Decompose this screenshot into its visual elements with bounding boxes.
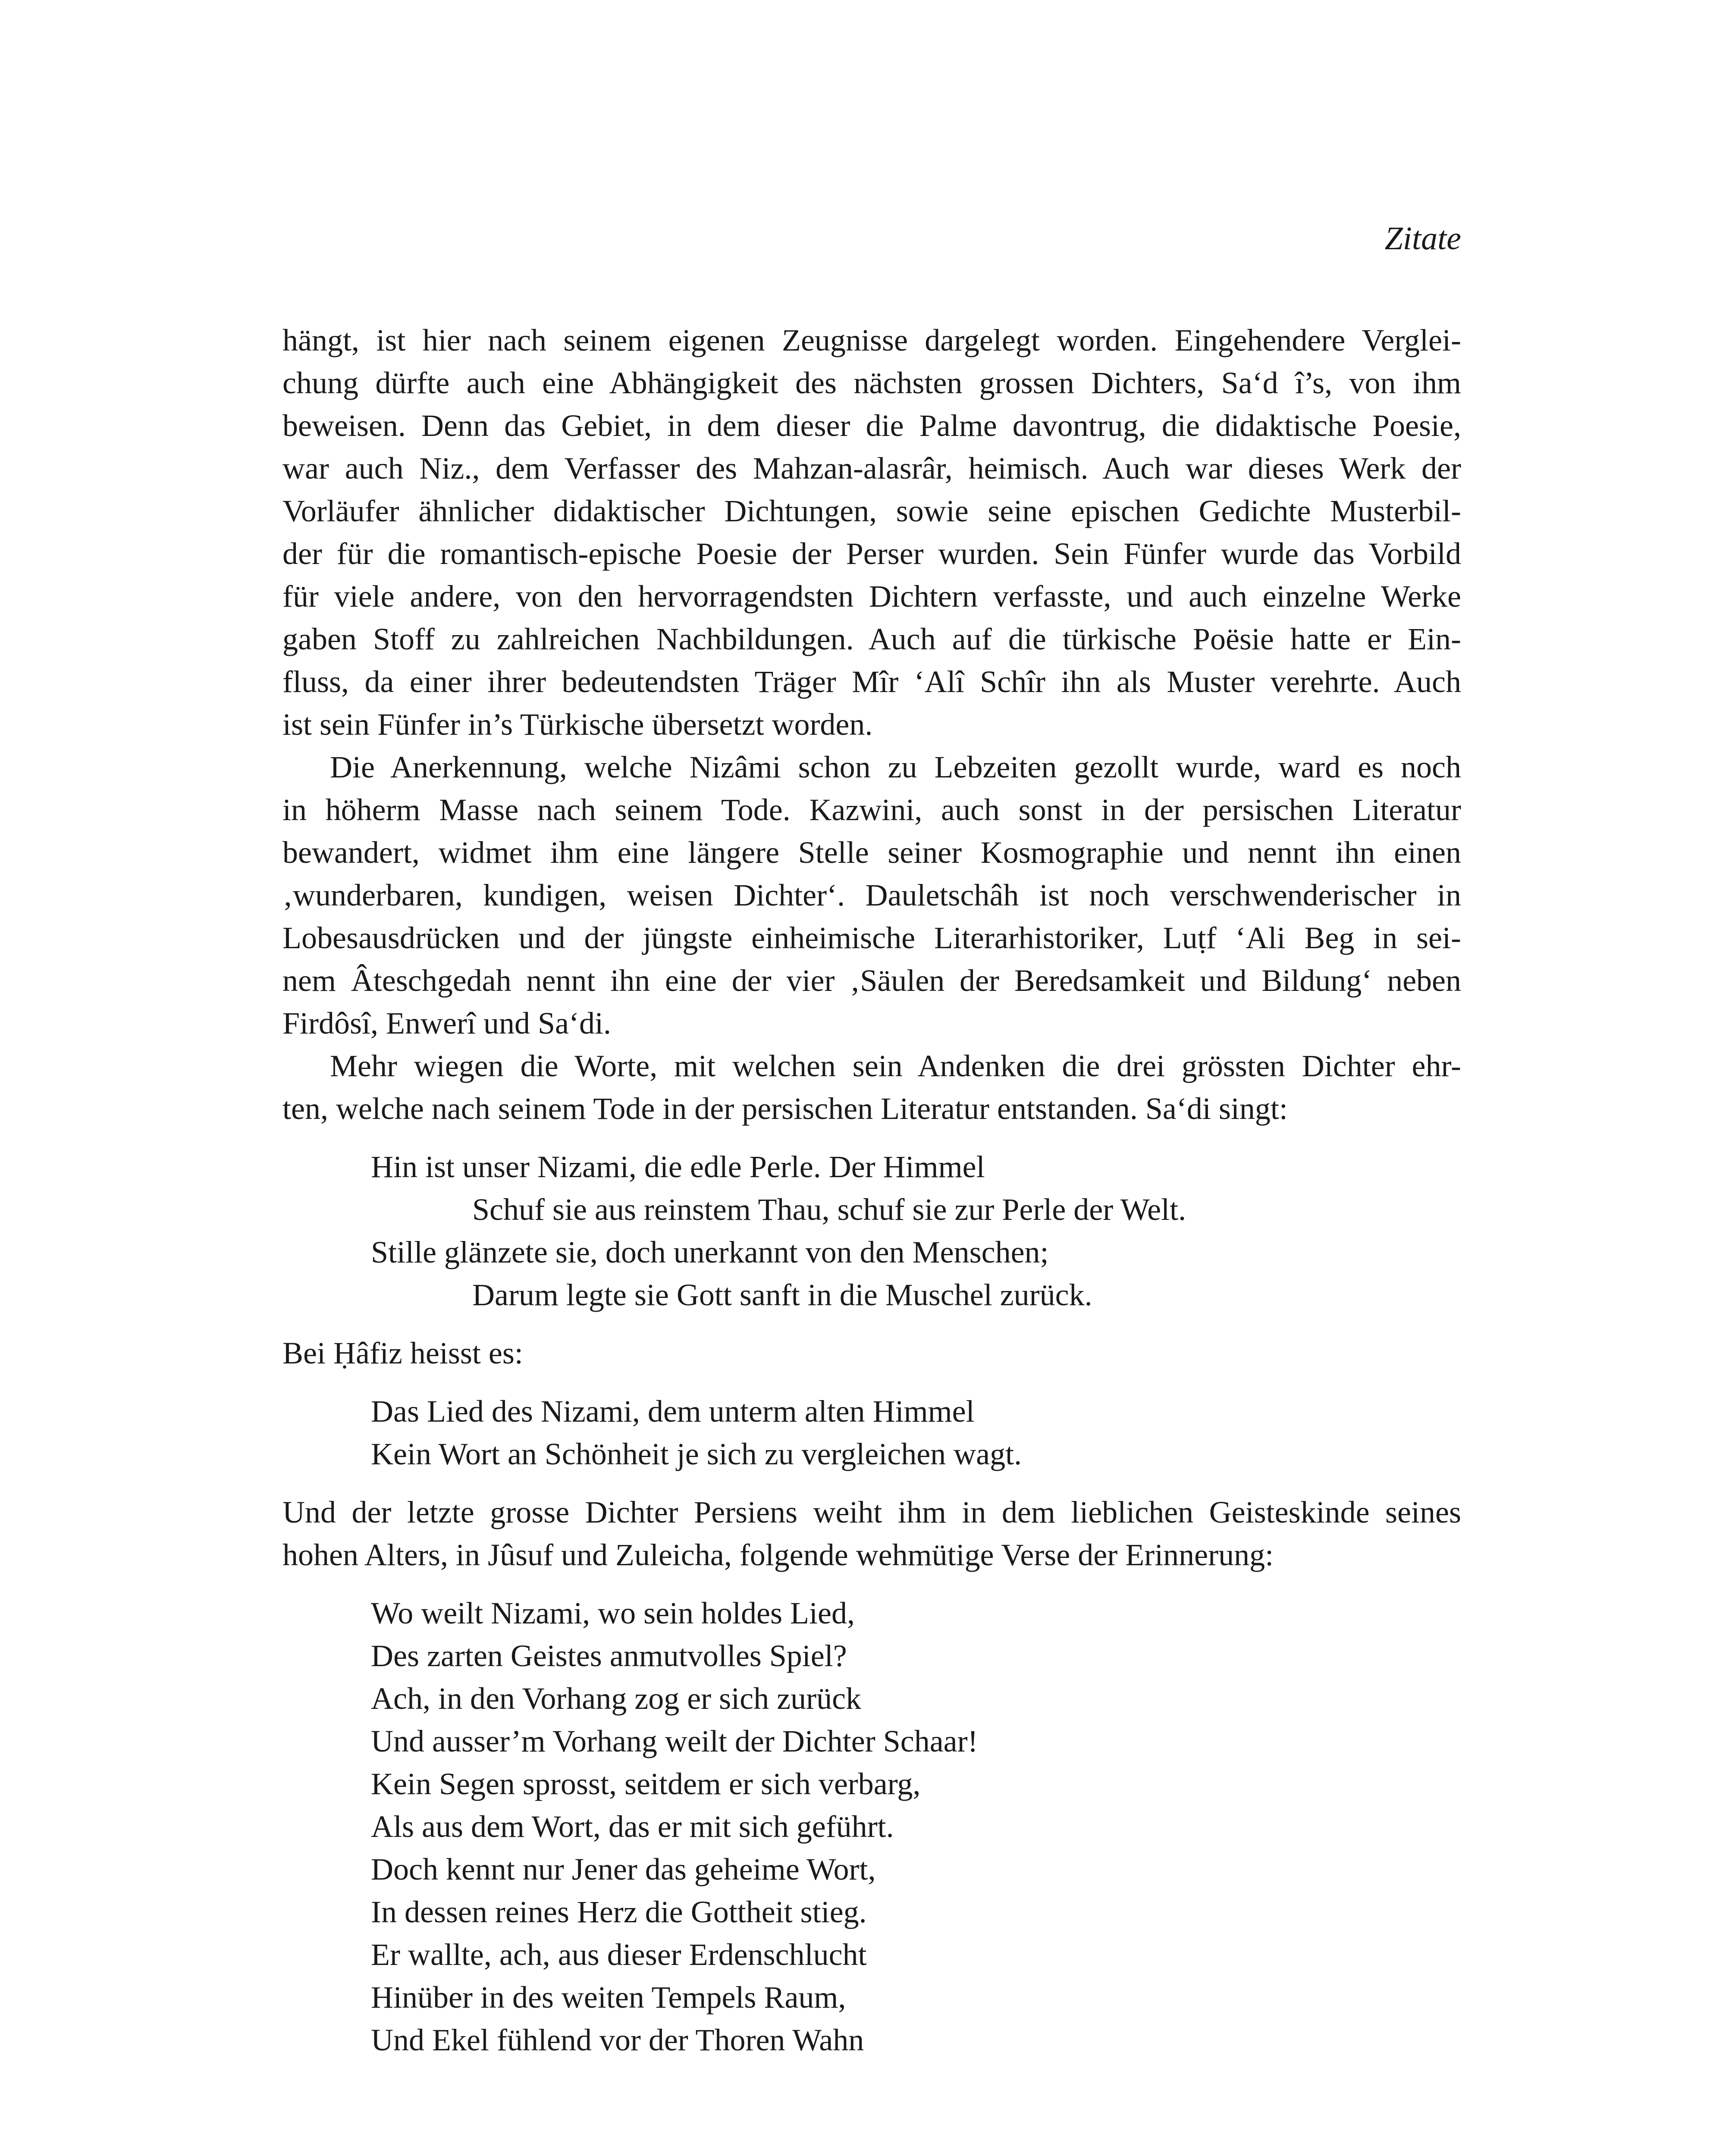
text-line: beweisen. Denn das Gebiet, in dem dieser die Palme davontrug, die didaktische Poesie, [282, 408, 1461, 443]
text-line: Bei Ḥâfiz heisst es: [282, 1336, 523, 1370]
verse-line: Schuf sie aus reinstem Thau, schuf sie zur Perle der Welt. [472, 1192, 1186, 1227]
verse-line: In dessen reines Herz die Gottheit stieg. [371, 1895, 867, 1929]
verse-line: Hinüber in des weiten Tempels Raum, [371, 1980, 846, 2015]
verse-line: Ach, in den Vorhang zog er sich zurück [371, 1681, 862, 1716]
verse-line: Hin ist unser Nizami, die edle Perle. Der Himmel [371, 1150, 985, 1184]
text-line: in höherm Masse nach seinem Tode. Kazwini, auch sonst in der persischen Literatur [282, 793, 1461, 827]
text-line: nem Âteschgedah nennt ihn eine der vier ‚Säulen der Beredsamkeit und Bildung‘ neben [282, 963, 1461, 998]
text-line: ten, welche nach seinem Tode in der persischen Literatur entstanden. Sa‘di singt: [282, 1091, 1288, 1126]
text-line: chung dürfte auch eine Abhängigkeit des nächsten grossen Dichters, Sa‘d î’s, von ihm [282, 366, 1461, 400]
verse-line: Darum legte sie Gott sanft in die Muschel zurück. [472, 1278, 1092, 1312]
verse-line: Er wallte, ach, aus dieser Erdenschlucht [371, 1937, 867, 1972]
verse-line: Kein Wort an Schönheit je sich zu vergleichen wagt. [371, 1437, 1022, 1471]
main-text [282, 319, 1461, 2062]
paragraph-3 [282, 1045, 1461, 1130]
text-line: bewandert, widmet ihm eine längere Stelle seiner Kosmographie und nennt ihn einen [282, 835, 1461, 870]
text-line: ‚wunderbaren, kundigen, weisen Dichter‘. Dauletschâh ist noch verschwenderischer in [282, 878, 1461, 912]
text-line: hängt, ist hier nach seinem eigenen Zeugnisse dargelegt worden. Eingehendere Verglei- [282, 323, 1461, 357]
text-line: Firdôsî, Enwerî und Sa‘di. [282, 1006, 611, 1040]
text-line: für viele andere, von den hervorragendsten Dichtern verfasste, und auch einzelne Werke [282, 579, 1461, 614]
verse-line: Wo weilt Nizami, wo sein holdes Lied, [371, 1596, 855, 1630]
text-line: der für die romantisch-epische Poesie der Perser wurden. Sein Fünfer wurde das Vorbild [282, 536, 1461, 571]
text-line: Und der letzte grosse Dichter Persiens weiht ihm in dem lieblichen Geisteskinde seines [282, 1495, 1461, 1529]
text-line: Vorläufer ähnlicher didaktischer Dichtungen, sowie seine epischen Gedichte Musterbil- [282, 494, 1461, 528]
verse-sadi [282, 1146, 1461, 1316]
verse-line: Kein Segen sprosst, seitdem er sich verbarg, [371, 1767, 921, 1801]
verse-line: Doch kennt nur Jener das geheime Wort, [371, 1852, 876, 1887]
verse-line: Stille glänzete sie, doch unerkannt von den Menschen; [371, 1235, 1049, 1269]
verse-jami [282, 1592, 1461, 2062]
text-line: ist sein Fünfer in’s Türkische übersetzt worden. [282, 707, 873, 742]
text-line: hohen Alters, in Jûsuf und Zuleicha, folgende wehmütige Verse der Erinnerung: [282, 1538, 1274, 1572]
text-line: Lobesausdrücken und der jüngste einheimische Literarhistoriker, Luṭf ‘Ali Beg in sei- [282, 921, 1461, 955]
paragraph-1 [282, 319, 1461, 746]
running-head: Zitate [1384, 220, 1461, 257]
text-line: fluss, da einer ihrer bedeutendsten Träger Mîr ‘Alî Schîr ihn als Muster verehrte. Auch [282, 664, 1461, 699]
paragraph-2 [282, 746, 1461, 1045]
text-line: Die Anerkennung, welche Nizâmi schon zu Lebzeiten gezollt wurde, ward es noch [330, 750, 1461, 784]
verse-line: Das Lied des Nizami, dem unterm alten Himmel [371, 1394, 975, 1429]
verse-line: Als aus dem Wort, das er mit sich geführt. [371, 1809, 894, 1844]
text-line: war auch Niz., dem Verfasser des Mahzan-alasrâr, heimisch. Auch war dieses Werk der [282, 451, 1461, 486]
hafiz-intro [282, 1332, 1461, 1375]
verse-line: Des zarten Geistes anmutvolles Spiel? [371, 1639, 847, 1673]
verse-hafiz [282, 1390, 1461, 1476]
verse-line: Und Ekel fühlend vor der Thoren Wahn [371, 2023, 864, 2057]
verse-line: Und ausser’m Vorhang weilt der Dichter Schaar! [371, 1724, 978, 1758]
text-line: gaben Stoff zu zahlreichen Nachbildungen. Auch auf die türkische Poësie hatte er Ein- [282, 622, 1461, 656]
paragraph-4 [282, 1491, 1461, 1576]
text-line: Mehr wiegen die Worte, mit welchen sein Andenken die drei grössten Dichter ehr- [330, 1049, 1461, 1083]
